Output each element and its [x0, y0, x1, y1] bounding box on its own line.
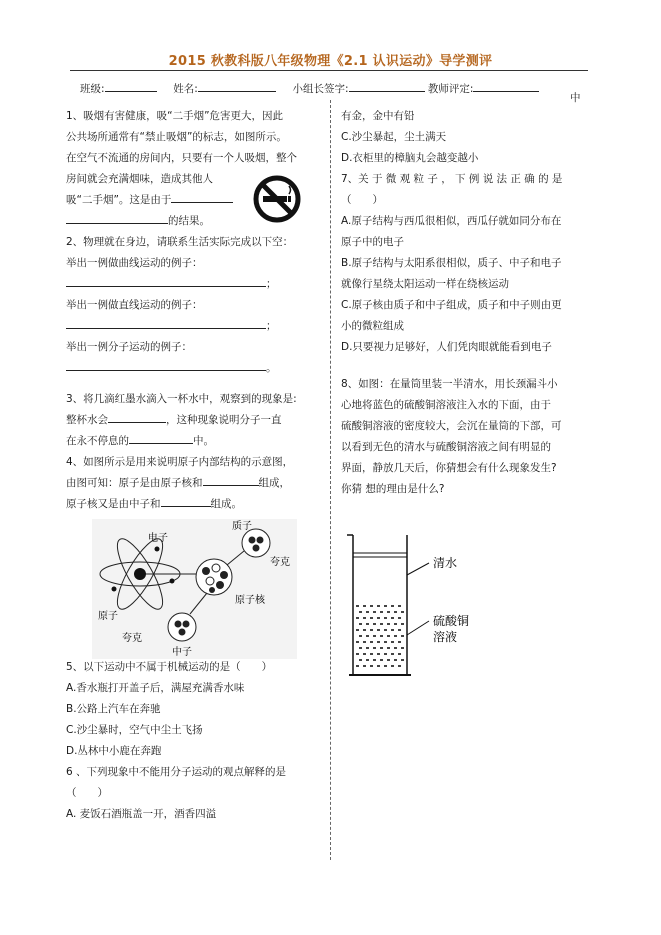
- teacher-blank[interactable]: [473, 80, 539, 92]
- q2-curve-label: 举出一例做曲线运动的例子：: [66, 257, 203, 269]
- atom-structure-diagram: [92, 519, 297, 659]
- q5-option-b: B.公路上汽车在奔驰: [66, 703, 161, 715]
- label-electron: 电子: [148, 533, 168, 544]
- q3-blank-b[interactable]: [129, 431, 193, 444]
- q4-line2a: 由图可知：原子是由原子核和: [66, 477, 203, 489]
- q6-paren: （ ）: [66, 787, 108, 799]
- q5-option-d: D.丛林中小鹿在奔跑: [66, 745, 162, 757]
- q3-line2b: ，这种现象说明分子一直: [166, 414, 282, 426]
- q7-stem: 7、关 于 微 观 粒 子 ， 下 例 说 法 正 确 的 是: [341, 173, 563, 185]
- q3-line2a: 整杯水会: [66, 414, 108, 426]
- label-solution: 溶液: [433, 630, 458, 644]
- q7-option-a2: 原子中的电子: [341, 236, 404, 248]
- teacher-label: 教师评定:: [427, 83, 474, 95]
- q2-molecule-period: 。: [266, 362, 277, 374]
- q2-curve-blank[interactable]: [66, 274, 266, 287]
- q7-option-b2: 就像行星绕太阳运动一样在绕核运动: [341, 278, 509, 290]
- label-nucleus: 原子核: [235, 595, 265, 606]
- q2-curve-semi: ；: [266, 278, 277, 290]
- q1-line3: 在空气不流通的房间内，只要有一个人吸烟，整个: [66, 152, 297, 164]
- q8-line5: 界面，静放几天后，你猜想会有什么现象发生?: [341, 462, 557, 474]
- q8-line1: 8、如图：在量筒里装一半清水，用长颈漏斗小: [341, 378, 558, 390]
- label-neutron: 中子: [172, 647, 192, 658]
- label-proton: 质子: [232, 521, 252, 532]
- q8-line4: 以看到无色的清水与硫酸铜溶液之间有明显的: [341, 441, 551, 453]
- q6-option-c: C.沙尘暴起，尘土满天: [341, 131, 447, 143]
- q7-option-a1: A.原子结构与西瓜很相似，西瓜仔就如同分布在: [341, 215, 562, 227]
- q1-line6: 的结果。: [168, 215, 210, 227]
- q7-option-d: D.只要视力足够好，人们凭肉眼就能看到电子: [341, 341, 552, 353]
- q2-molecule-blank[interactable]: [66, 358, 266, 371]
- label-clear-water: 清水: [433, 556, 458, 570]
- q7-paren: （ ）: [341, 194, 383, 206]
- q8-line2: 心地将蓝色的硫酸铜溶液注入水的下面，由于: [341, 399, 551, 411]
- q4-blank-a[interactable]: [203, 473, 259, 486]
- q1-line5: 吸“二手烟”。这是由于: [66, 194, 172, 206]
- title-underline: [70, 70, 588, 71]
- q1-line4: 房间就会充满烟味，造成其他人: [66, 173, 213, 185]
- student-info-row: [80, 80, 539, 96]
- label-copper-sulfate: 硫酸铜: [433, 614, 470, 628]
- graduated-cylinder-diagram: [345, 525, 485, 685]
- q6-stem: 6 、下列现象中不能用分子运动的观点解释的是: [66, 766, 287, 778]
- leader-label: 小组长签字:: [292, 83, 349, 95]
- column-divider: [330, 100, 331, 860]
- q3-blank-a[interactable]: [108, 410, 166, 423]
- header-extra-char: 中: [570, 92, 581, 104]
- no-smoking-icon: [252, 174, 302, 224]
- q8-line3: 硫酸铜溶液的密度较大，会沉在量筒的下部，可: [341, 420, 562, 432]
- class-label: 班级:: [80, 83, 105, 95]
- q4-line2b: 组成，: [258, 477, 290, 489]
- q4-blank-b[interactable]: [161, 494, 211, 507]
- q3-line3b: 中。: [193, 435, 214, 447]
- q3-line1: 3、将几滴红墨水滴入一杯水中，观察到的现象是:: [66, 393, 297, 405]
- q8-line6: 你猜 想的理由是什么?: [341, 483, 445, 495]
- q1-blank-b[interactable]: [66, 211, 168, 224]
- right-column: [341, 106, 589, 500]
- page-title: 2015 秋教科版八年级物理《2.1 认识运动》导学测评: [168, 54, 493, 69]
- q5-option-a: A.香水瓶打开盖子后，满屋充满香水味: [66, 682, 245, 694]
- q2-intro: 2、物理就在身边，请联系生活实际完成以下空：: [66, 236, 294, 248]
- label-quark-1: 夸克: [270, 557, 290, 568]
- q3-line3a: 在永不停息的: [66, 435, 129, 447]
- q4-line3b: 组成。: [210, 498, 242, 510]
- q5-stem: 5、以下运动中不属于机械运动的是（ ）: [66, 661, 273, 673]
- q7-option-b1: B.原子结构与太阳系很相似，质子、中子和电子: [341, 257, 562, 269]
- q6-option-a: A. 麦饭石酒瓶盖一开，酒香四溢: [66, 808, 217, 820]
- q2-straight-label: 举出一例做直线运动的例子：: [66, 299, 203, 311]
- q5-option-c: C.沙尘暴时，空气中尘土飞扬: [66, 724, 203, 736]
- q6-option-b: 有金，金中有铅: [341, 110, 415, 122]
- q6-option-d: D.衣柜里的樟脑丸会越变越小: [341, 152, 479, 164]
- q2-straight-blank[interactable]: [66, 316, 266, 329]
- q2-molecule-label: 举出一例分子运动的例子：: [66, 341, 192, 353]
- q4-line3a: 原子核又是由中子和: [66, 498, 161, 510]
- label-atom: 原子: [98, 611, 118, 622]
- name-blank[interactable]: [198, 80, 276, 92]
- q1-line2: 公共场所通常有“禁止吸烟”的标志，如图所示。: [66, 131, 287, 143]
- q7-option-c1: C.原子核由质子和中子组成，质子和中子则由更: [341, 299, 562, 311]
- q1-blank-a[interactable]: [171, 190, 233, 203]
- q7-option-c2: 小的微粒组成: [341, 320, 404, 332]
- q2-straight-semi: ；: [266, 320, 277, 332]
- class-blank[interactable]: [105, 80, 157, 92]
- name-label: 姓名:: [173, 83, 198, 95]
- q1-line1: 1、吸烟有害健康，吸“二手烟”危害更大，因此: [66, 110, 284, 122]
- label-quark-2: 夸克: [122, 633, 142, 644]
- leader-blank[interactable]: [349, 80, 425, 92]
- q4-line1: 4、如图所示是用来说明原子内部结构的示意图，: [66, 456, 294, 468]
